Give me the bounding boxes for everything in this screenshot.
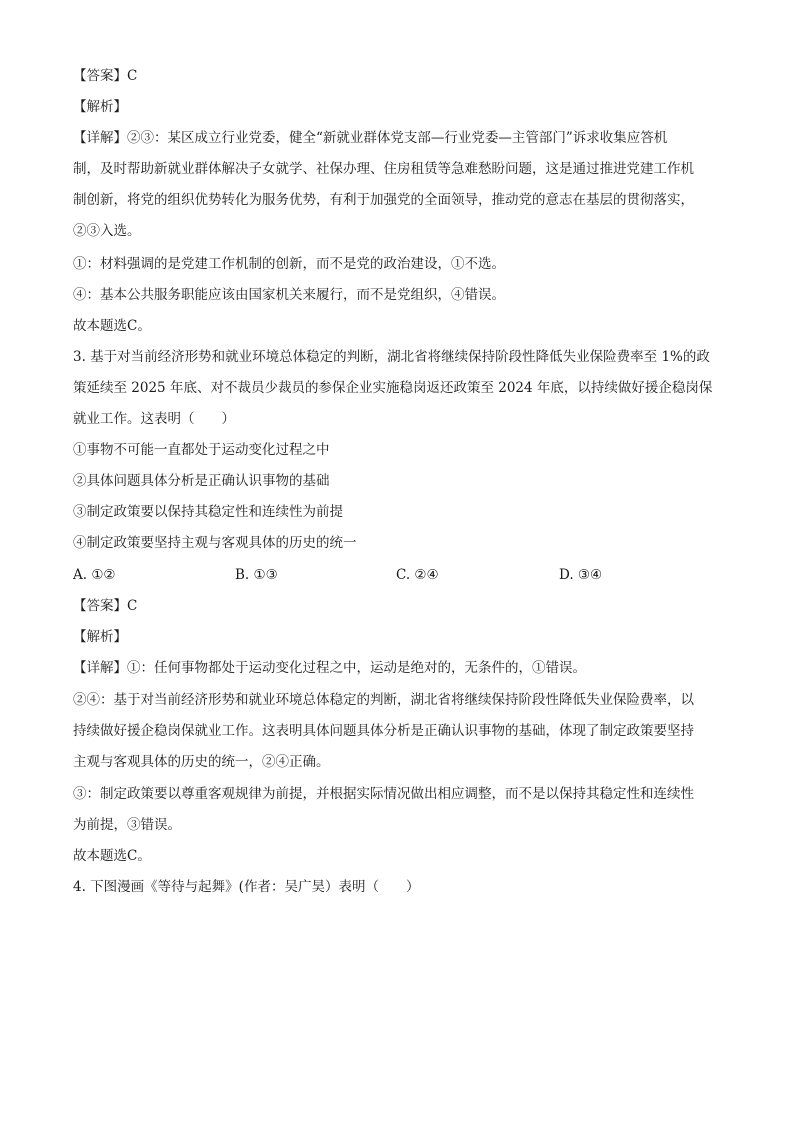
q3-analysis-label: 【解析】 — [73, 629, 127, 645]
q3-detail-line: ②④：基于对当前经济形势和就业环境总体稳定的判断，湖北省将继续保持阶段性降低失业保险费率，以 — [73, 692, 694, 708]
answer-label: 【答案】 — [73, 598, 127, 614]
answer-value: C — [127, 598, 138, 614]
q3-detail-line: 为前提，③错误。 — [73, 817, 181, 833]
q3-statement-4: ④制定政策要坚持主观与客观具体的历史的统一 — [73, 535, 357, 551]
q3-detail-line: ③：制定政策要以尊重客观规律为前提，并根据实际情况做出相应调整，而不是以保持其稳定性和连续性 — [73, 786, 694, 802]
q2-point-4: ④：基本公共服务职能应该由国家机关来履行，而不是党组织，④错误。 — [73, 287, 505, 303]
q2-answer — [73, 66, 723, 86]
q3-answer — [73, 596, 723, 616]
q2-analysis-label: 【解析】 — [73, 99, 127, 115]
q2-detail-line: 【详解】②③：某区成立行业党委，健全“新就业群体党支部—行业党委—主管部门”诉求收集应答机 — [73, 130, 668, 146]
answer-label: 【答案】 — [73, 68, 127, 84]
option-d: D. ③④ — [559, 567, 603, 583]
q2-detail-line: ②③入选。 — [73, 223, 141, 239]
answer-value: C — [127, 68, 138, 84]
q3-stem-line: 策延续至 2025 年底、对不裁员少裁员的参保企业实施稳岗返还政策至 2024 年底，以持续做好援企稳岗保 — [73, 380, 713, 396]
q3-detail-line: 持续做好援企稳岗保就业工作。这表明具体问题具体分析是正确认识事物的基础，体现了制定政策要坚持 — [73, 723, 694, 739]
q3-options — [73, 565, 723, 585]
option-b: B. ①③ — [235, 567, 278, 583]
q2-detail-line: 制创新，将党的组织优势转化为服务优势，有利于加强党的全面领导，推动党的意志在基层的贯彻落实， — [73, 192, 694, 208]
option-a: A. ①② — [73, 567, 116, 583]
q4-stem: 4. 下图漫画《等待与起舞》(作者：吴广昊）表明（ ） — [73, 879, 420, 895]
q3-statement-1: ①事物不可能一直都处于运动变化过程之中 — [73, 442, 330, 458]
q3-detail-line: 主观与客观具体的历史的统一，②④正确。 — [73, 754, 330, 770]
q3-conclusion: 故本题选C。 — [73, 848, 151, 864]
q2-conclusion: 故本题选C。 — [73, 318, 151, 334]
option-c: C. ②④ — [396, 567, 439, 583]
q2-detail-line: 制，及时帮助新就业群体解决子女就学、社保办理、住房租赁等急难愁盼问题，这是通过推进党建工作机 — [73, 161, 694, 177]
q3-detail-line: 【详解】①：任何事物都处于运动变化过程之中，运动是绝对的，无条件的，①错误。 — [73, 660, 586, 676]
q3-stem-line: 就业工作。这表明（ ） — [73, 411, 235, 427]
q2-point-1: ①：材料强调的是党建工作机制的创新，而不是党的政治建设，①不选。 — [73, 256, 505, 272]
q3-statement-3: ③制定政策要以保持其稳定性和连续性为前提 — [73, 504, 343, 520]
q3-stem-line: 3. 基于对当前经济形势和就业环境总体稳定的判断，湖北省将继续保持阶段性降低失业保险费率至 1%的政 — [73, 349, 710, 365]
q3-statement-2: ②具体问题具体分析是正确认识事物的基础 — [73, 473, 330, 489]
